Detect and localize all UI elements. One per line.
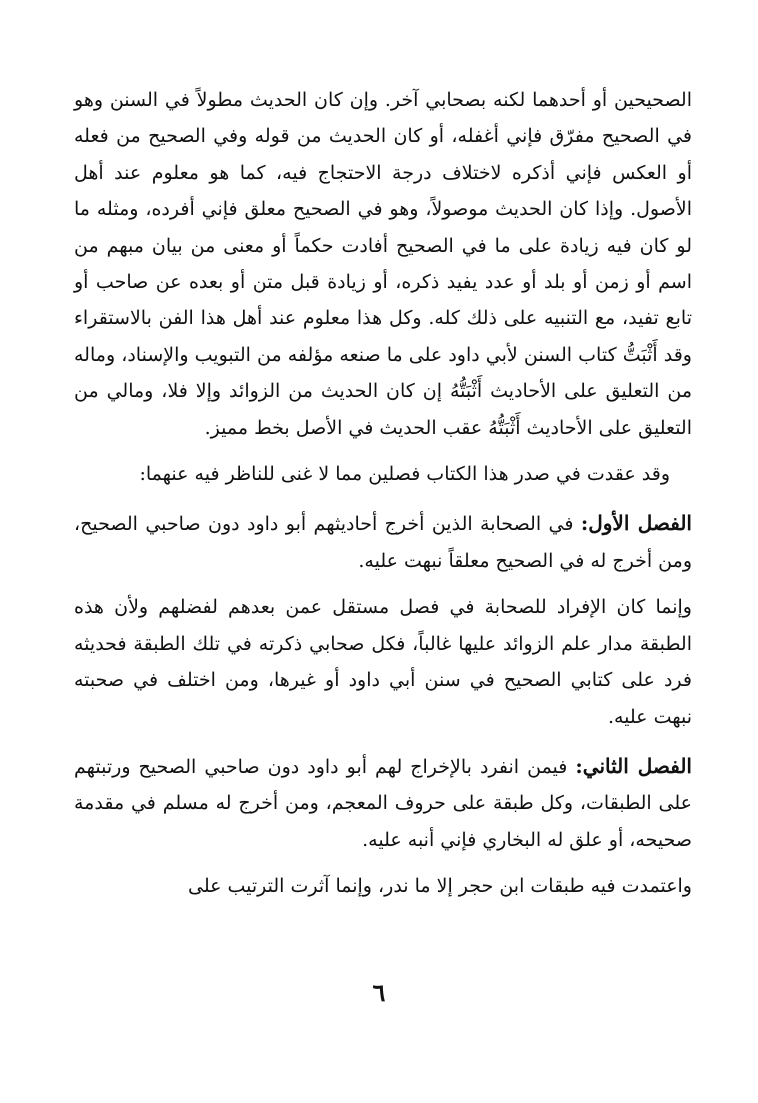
chapter-two-heading: الفصل الثاني: [575,753,692,778]
page-number: ٦ [372,978,386,1007]
paragraph-companions [74,589,692,735]
paragraph-text: الصحيحين أو أحدهما لكنه بصحابي آخر. وإن كان الحديث مطولاً في السنن وهو في الصحيح مفرّق فإني أغفله، أو كان الحديث من قوله وفي الصحيح من فعله أو العكس فإني أذكره لاختلاف درجة الاحتجاج فيه، كما هو معلوم عند أهل الأصول. وإذا كان الحديث موصولاً، وهو في الصحيح معلق فإني أفرده، ومثله ما لو كان فيه زيادة على ما في الصحيح أفادت حكماً أو معنى من بيان مبهم من اسم أو زمن أو بلد أو عدد يفيد ذكره، أو زيادة قبل متن أو بعده عن صاحب أو تابع تفيد، مع التنبيه على ذلك كله. وكل هذا معلوم عند أهل هذا الفن بالاستقراء وقد أَثْبَتُّ كتاب السنن لأبي داود على ما صنعه مؤلفه من التبويب والإسناد، وماله من التعليق على الأحاديث أَثْبَتُّهُ إن كان الحديث من الزوائد وإلا فلا، ومالي من التعليق على الأحاديث أَثْبَتُّهُ عقب الحديث في الأصل بخط مميز. [74,89,693,439]
paragraph-reliance [74,868,692,904]
paragraph-intro [74,82,692,446]
paragraph-text: وقد عقدت في صدر هذا الكتاب فصلين مما لا غنى للناظر فيه عنهما: [139,463,670,486]
paragraph-text: في الصحابة الذين أخرج أحاديثهم أبو داود دون صاحبي الصحيح، ومن أخرج له في الصحيح معلقاً نبهت عليه. [74,513,692,572]
paragraph-text: وإنما كان الإفراد للصحابة في فصل مستقل عمن بعدهم لفضلهم ولأن هذه الطبقة مدار علم الزوائد عليها غالباً، فكل صحابي ذكرته في تلك الطبقة فحديثه فرد على كتابي الصحيح في سنن أبي داود أو غيرها، ومن اختلف في صحبته نبهت عليه. [74,596,692,728]
paragraph-chapter-two [74,748,692,858]
paragraph-text: واعتمدت فيه طبقات ابن حجر إلا ما ندر، وإنما آثرت الترتيب على [187,875,692,898]
paragraph-two-chapters [74,456,692,492]
chapter-one-heading: الفصل الأول: [580,511,692,536]
paragraph-text: فيمن انفرد بالإخراج لهم أبو داود دون صاحبي الصحيح ورتبتهم على الطبقات، وكل طبقة على حروف المعجم، ومن أخرج له مسلم في مقدمة صحيحه، أو علق له البخاري فإني أنبه عليه. [74,755,692,851]
paragraph-chapter-one [74,505,692,579]
